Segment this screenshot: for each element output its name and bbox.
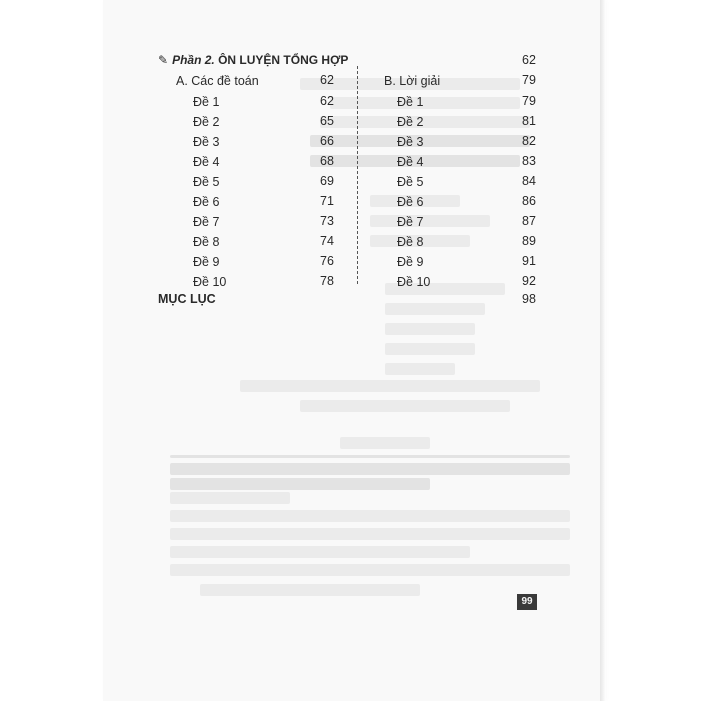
left-header: A. Các đề toán xyxy=(176,74,259,88)
right-item-page: 83 xyxy=(522,154,536,168)
right-item-label: Đề 9 xyxy=(397,255,424,269)
right-item-page: 92 xyxy=(522,274,536,288)
right-item-label: Đề 5 xyxy=(397,175,424,189)
mucluc-page: 98 xyxy=(522,292,536,306)
left-header-page: 62 xyxy=(320,73,334,87)
left-item-label: Đề 2 xyxy=(193,115,220,129)
left-item-label: Đề 7 xyxy=(193,215,220,229)
mucluc-label: MỤC LỤC xyxy=(158,292,216,306)
page-number: 99 xyxy=(517,594,537,610)
right-item-page: 86 xyxy=(522,194,536,208)
right-header-page: 79 xyxy=(522,73,536,87)
right-item-page: 79 xyxy=(522,94,536,108)
right-item-page: 84 xyxy=(522,174,536,188)
left-item-page: 73 xyxy=(320,214,334,228)
part-heading xyxy=(158,53,348,67)
left-item-label: Đề 9 xyxy=(193,255,220,269)
right-item-label: Đề 3 xyxy=(397,135,424,149)
left-item-label: Đề 6 xyxy=(193,195,220,209)
right-item-label: Đề 8 xyxy=(397,235,424,249)
pencil-icon: ✎ xyxy=(158,53,169,67)
right-header: B. Lời giải xyxy=(384,74,441,88)
left-item-page: 74 xyxy=(320,234,334,248)
left-item-page: 66 xyxy=(320,134,334,148)
left-item-label: Đề 3 xyxy=(193,135,220,149)
right-item-label: Đề 4 xyxy=(397,155,424,169)
right-item-page: 81 xyxy=(522,114,536,128)
right-item-page: 82 xyxy=(522,134,536,148)
right-item-label: Đề 10 xyxy=(397,275,431,289)
left-item-page: 76 xyxy=(320,254,334,268)
left-item-page: 71 xyxy=(320,194,334,208)
column-divider xyxy=(357,66,358,284)
right-item-label: Đề 1 xyxy=(397,95,424,109)
left-item-page: 68 xyxy=(320,154,334,168)
right-item-label: Đề 6 xyxy=(397,195,424,209)
left-item-page: 62 xyxy=(320,94,334,108)
left-item-page: 78 xyxy=(320,274,334,288)
left-item-label: Đề 10 xyxy=(193,275,227,289)
right-item-label: Đề 2 xyxy=(397,115,424,129)
part-label-italic: Phần 2. xyxy=(172,53,215,67)
left-item-label: Đề 4 xyxy=(193,155,220,169)
right-item-page: 91 xyxy=(522,254,536,268)
right-item-label: Đề 7 xyxy=(397,215,424,229)
left-item-label: Đề 1 xyxy=(193,95,220,109)
right-item-page: 89 xyxy=(522,234,536,248)
right-item-page: 87 xyxy=(522,214,536,228)
page-edge xyxy=(600,0,606,701)
part-page: 62 xyxy=(522,53,536,67)
left-item-page: 65 xyxy=(320,114,334,128)
left-item-page: 69 xyxy=(320,174,334,188)
left-item-label: Đề 5 xyxy=(193,175,220,189)
part-label-rest: ÔN LUYỆN TỔNG HỢP xyxy=(214,53,349,67)
left-item-label: Đề 8 xyxy=(193,235,220,249)
